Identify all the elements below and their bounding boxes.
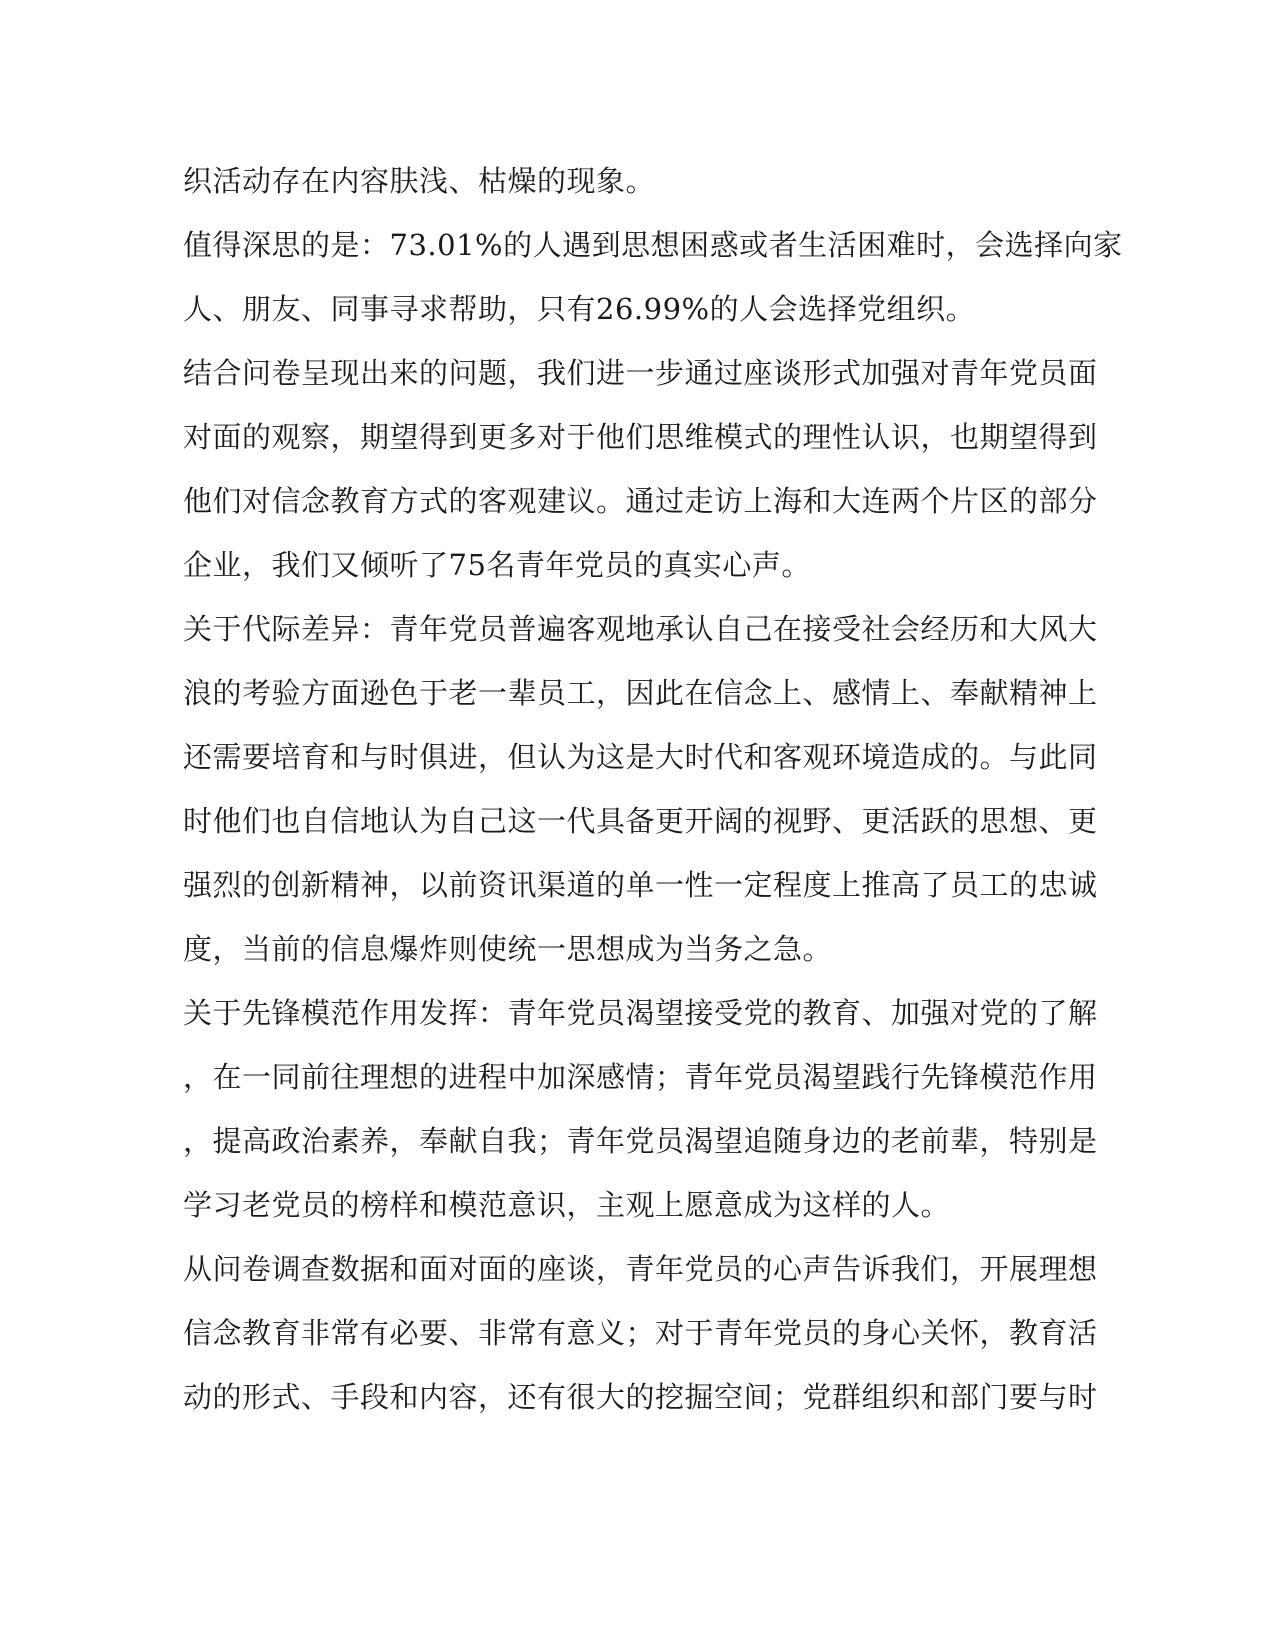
text-line: 时他们也自信地认为自己这一代具备更开阔的视野、更活跃的思想、更	[183, 804, 1098, 838]
text-line: 度，当前的信息爆炸则使统一思想成为当务之急。	[183, 932, 833, 966]
document-body	[183, 160, 1123, 1418]
text-line: 人、朋友、同事寻求帮助，只有26.99%的人会选择党组织。	[183, 292, 976, 326]
text-line: 企业，我们又倾听了75名青年党员的真实心声。	[183, 548, 811, 582]
text-line: 关于先锋模范作用发挥：青年党员渴望接受党的教育、加强对党的了解	[183, 996, 1098, 1030]
text-line: ，提高政治素养，奉献自我；青年党员渴望追随身边的老前辈，特别是	[183, 1124, 1098, 1158]
text-line: 他们对信念教育方式的客观建议。通过走访上海和大连两个片区的部分	[183, 484, 1098, 518]
text-line: 织活动存在内容肤浅、枯燥的现象。	[183, 164, 656, 198]
text-line: 浪的考验方面逊色于老一辈员工，因此在信念上、感情上、奉献精神上	[183, 676, 1098, 710]
text-line: 还需要培育和与时俱进，但认为这是大时代和客观环境造成的。与此同	[183, 740, 1098, 774]
text-line: ，在一同前往理想的进程中加深感情；青年党员渴望践行先锋模范作用	[183, 1060, 1098, 1094]
text-line: 学习老党员的榜样和模范意识，主观上愿意成为这样的人。	[183, 1188, 951, 1222]
text-line: 动的形式、手段和内容，还有很大的挖掘空间；党群组织和部门要与时	[183, 1380, 1098, 1414]
text-line: 强烈的创新精神，以前资讯渠道的单一性一定程度上推高了员工的忠诚	[183, 868, 1098, 902]
text-line: 关于代际差异：青年党员普遍客观地承认自己在接受社会经历和大风大	[183, 612, 1098, 646]
text-line: 信念教育非常有必要、非常有意义；对于青年党员的身心关怀，教育活	[183, 1316, 1098, 1350]
text-line: 对面的观察，期望得到更多对于他们思维模式的理性认识，也期望得到	[183, 420, 1098, 454]
text-line: 值得深思的是：73.01%的人遇到思想困惑或者生活困难时，会选择向家	[183, 228, 1123, 262]
text-line: 从问卷调查数据和面对面的座谈，青年党员的心声告诉我们，开展理想	[183, 1252, 1098, 1286]
text-line: 结合问卷呈现出来的问题，我们进一步通过座谈形式加强对青年党员面	[183, 356, 1098, 390]
